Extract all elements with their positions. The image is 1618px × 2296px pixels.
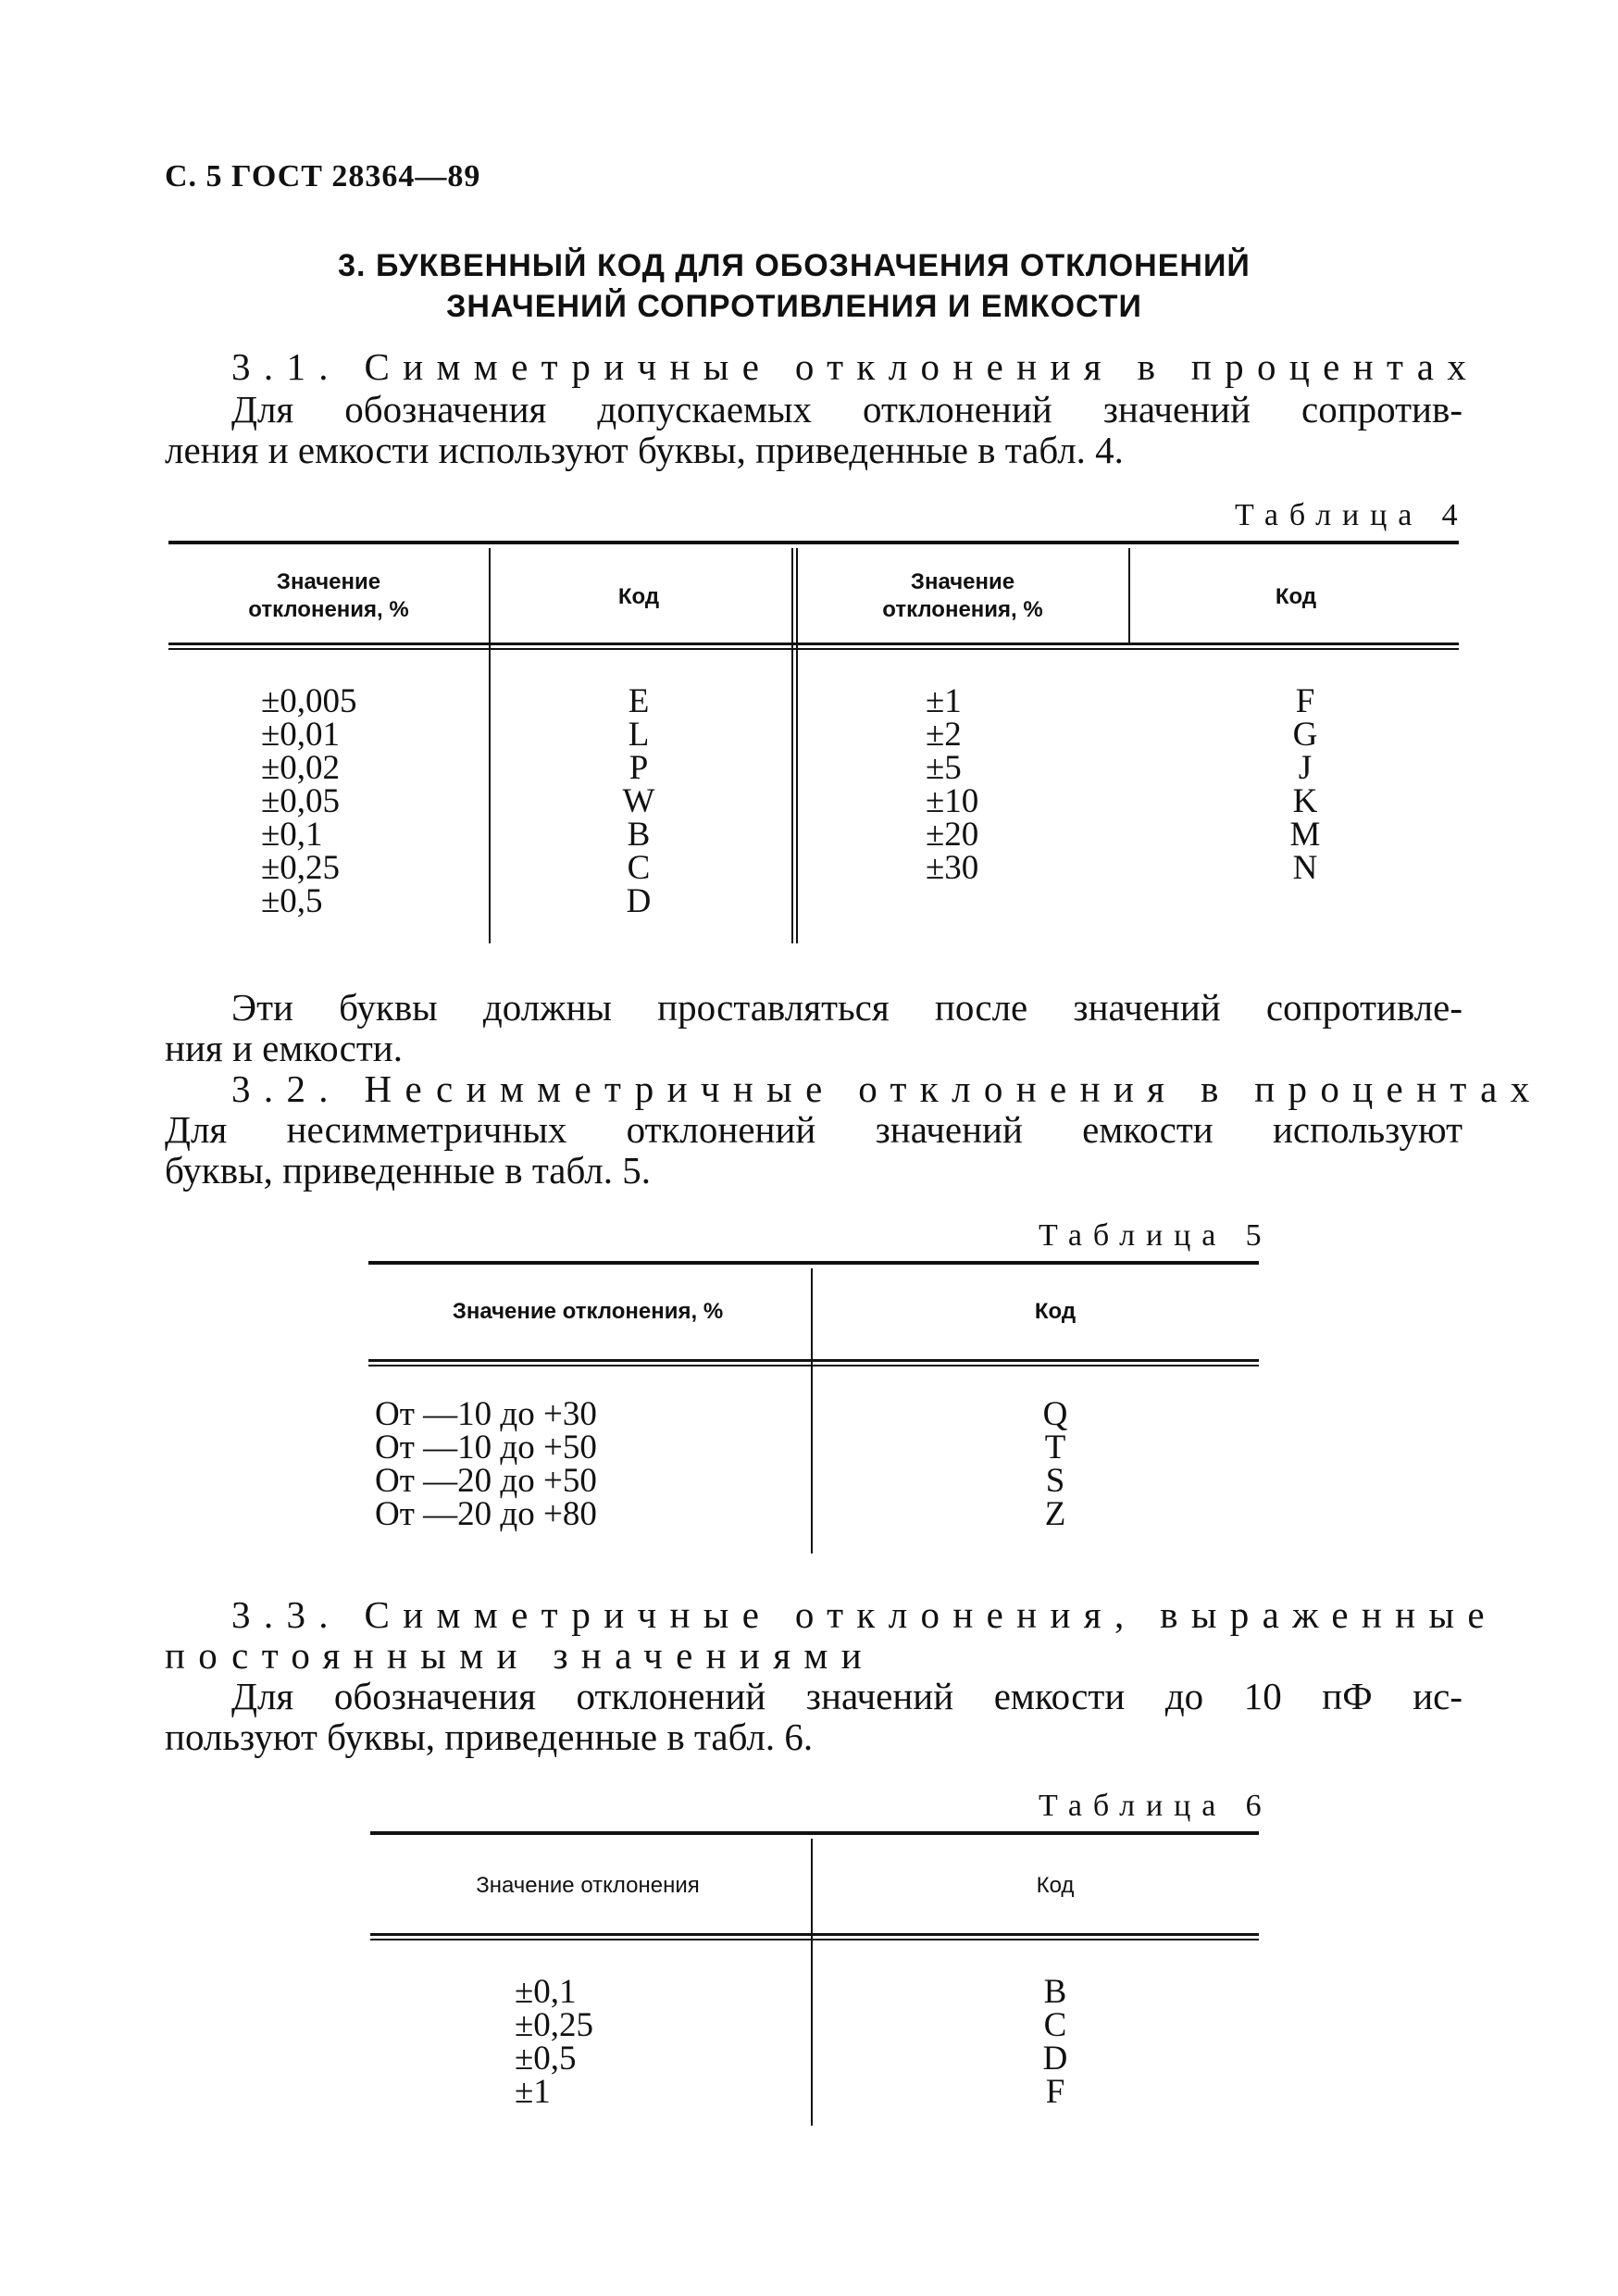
p31-text-line2: ления и емкости используют буквы, приведенные в табл. 4. [165,429,1124,471]
table5-col1-header: Значение отклонения, % [452,1299,724,1324]
page-header: С. 5 ГОСТ 28364—89 [165,159,481,193]
after-table4-line2: ния и емкости. [165,1027,403,1069]
table6-codes [1009,1973,1101,2111]
table-cell: ±0,1 [515,1973,577,2011]
table-cell: ±30 [926,849,979,887]
table-cell: ±5 [926,749,962,787]
p33-heading-line2: постоянными значениями [165,1634,876,1677]
table-cell: ±0,01 [261,716,341,754]
table-cell: ±20 [926,816,979,854]
table-cell: N [1292,849,1318,887]
table4-col2-header: Код [617,584,660,609]
table-cell: От —20 до +50 [375,1462,597,1500]
table-cell: M [1289,816,1321,854]
table-cell: ±0,02 [261,749,341,787]
table5-col2-header: Код [1034,1299,1077,1324]
table-cell: D [626,882,652,920]
table6-col1-header: Значение отклонения [476,1873,700,1898]
section-title-line2: ЗНАЧЕНИЙ СОПРОТИВЛЕНИЯ И ЕМКОСТИ [446,289,1142,324]
section-title-line1: 3. БУКВЕННЫЙ КОД ДЛЯ ОБОЗНАЧЕНИЯ ОТКЛОНЕНИЙ [338,248,1251,283]
table-cell: L [628,716,650,754]
table5-top-rule [368,1261,1259,1265]
table4-right-values [926,682,979,887]
table-cell: S [1045,1462,1065,1500]
table-cell: ±0,25 [515,2006,594,2044]
p32-text-line2: буквы, приведенные в табл. 5. [165,1149,651,1192]
table-cell: ±0,25 [261,849,341,887]
table-cell: B [627,816,651,854]
p33-heading-line1: 3.3. Симметричные отклонения, выраженные [231,1593,1498,1636]
table4-divider-2 [791,548,798,943]
p33-text-line2: пользуют буквы, приведенные в табл. 6. [165,1716,814,1758]
table-cell: B [1043,1973,1067,2011]
after-table4-line1: Эти буквы должны проставляться после значений сопротивле- [231,986,1462,1029]
table-cell: ±0,5 [515,2040,577,2078]
table6-divider [811,1839,813,2126]
table5-divider [811,1268,813,1554]
table-cell: F [1295,682,1315,720]
table5-caption: Таблица 5 [1039,1218,1273,1253]
table6-top-rule [370,1831,1259,1835]
table-cell: ±0,5 [261,882,323,920]
table-cell: От —10 до +50 [375,1429,597,1466]
table4-col1-header: Значение отклонения, % [248,569,409,622]
table-cell: D [1042,2040,1068,2078]
p31-heading: 3.1. Симметричные отклонения в процентах [231,345,1480,388]
table-cell: W [622,782,655,820]
table-cell: C [627,849,651,887]
table-cell: От —20 до +80 [375,1495,597,1533]
table-cell: Z [1044,1495,1066,1533]
table4-caption: Таблица 4 [1235,498,1469,532]
table-cell: ±0,005 [261,682,357,720]
p32-text-line1: Для несимметричных отклонений значений емкости используют [165,1108,1462,1151]
p31-text-line1: Для обозначения допускаемых отклонений значений сопротив- [231,388,1462,430]
table4-divider-3 [1128,548,1130,643]
table4-divider-1 [489,548,491,943]
table-cell: ±1 [515,2073,551,2111]
table4-header-rule [168,643,1459,650]
table-cell: K [1292,782,1318,820]
table-cell: C [1043,2006,1067,2044]
table5-values [375,1395,597,1533]
table-cell: E [628,682,650,720]
table6-caption: Таблица 6 [1039,1789,1273,1823]
p32-heading: 3.2. Несимметричные отклонения в процентах [231,1067,1543,1110]
table5-codes [1009,1395,1101,1533]
table6-col2-header: Код [1036,1873,1075,1898]
table4-right-codes [1259,682,1351,887]
table-cell: ±1 [926,682,962,720]
table6-header-rule [370,1933,1259,1940]
table4-top-rule [168,541,1459,544]
table4-col3-header: Значение отклонения, % [882,569,1043,622]
table-cell: F [1045,2073,1065,2111]
table-cell: P [629,749,649,787]
table-cell: J [1298,749,1313,787]
table-cell: От —10 до +30 [375,1395,597,1433]
table-cell: T [1044,1429,1066,1466]
table-cell: ±10 [926,782,979,820]
p33-text-line1: Для обозначения отклонений значений емкости до 10 пФ ис- [231,1675,1462,1717]
table4-left-values [261,682,357,920]
table4-left-codes [592,682,685,920]
table-cell: ±2 [926,716,962,754]
table5-header-rule [368,1359,1259,1366]
table4-col4-header: Код [1275,584,1317,609]
table-cell: G [1292,716,1318,754]
table-cell: ±0,1 [261,816,323,854]
table-cell: ±0,05 [261,782,341,820]
table-cell: Q [1042,1395,1068,1433]
table6-values [515,1973,594,2111]
